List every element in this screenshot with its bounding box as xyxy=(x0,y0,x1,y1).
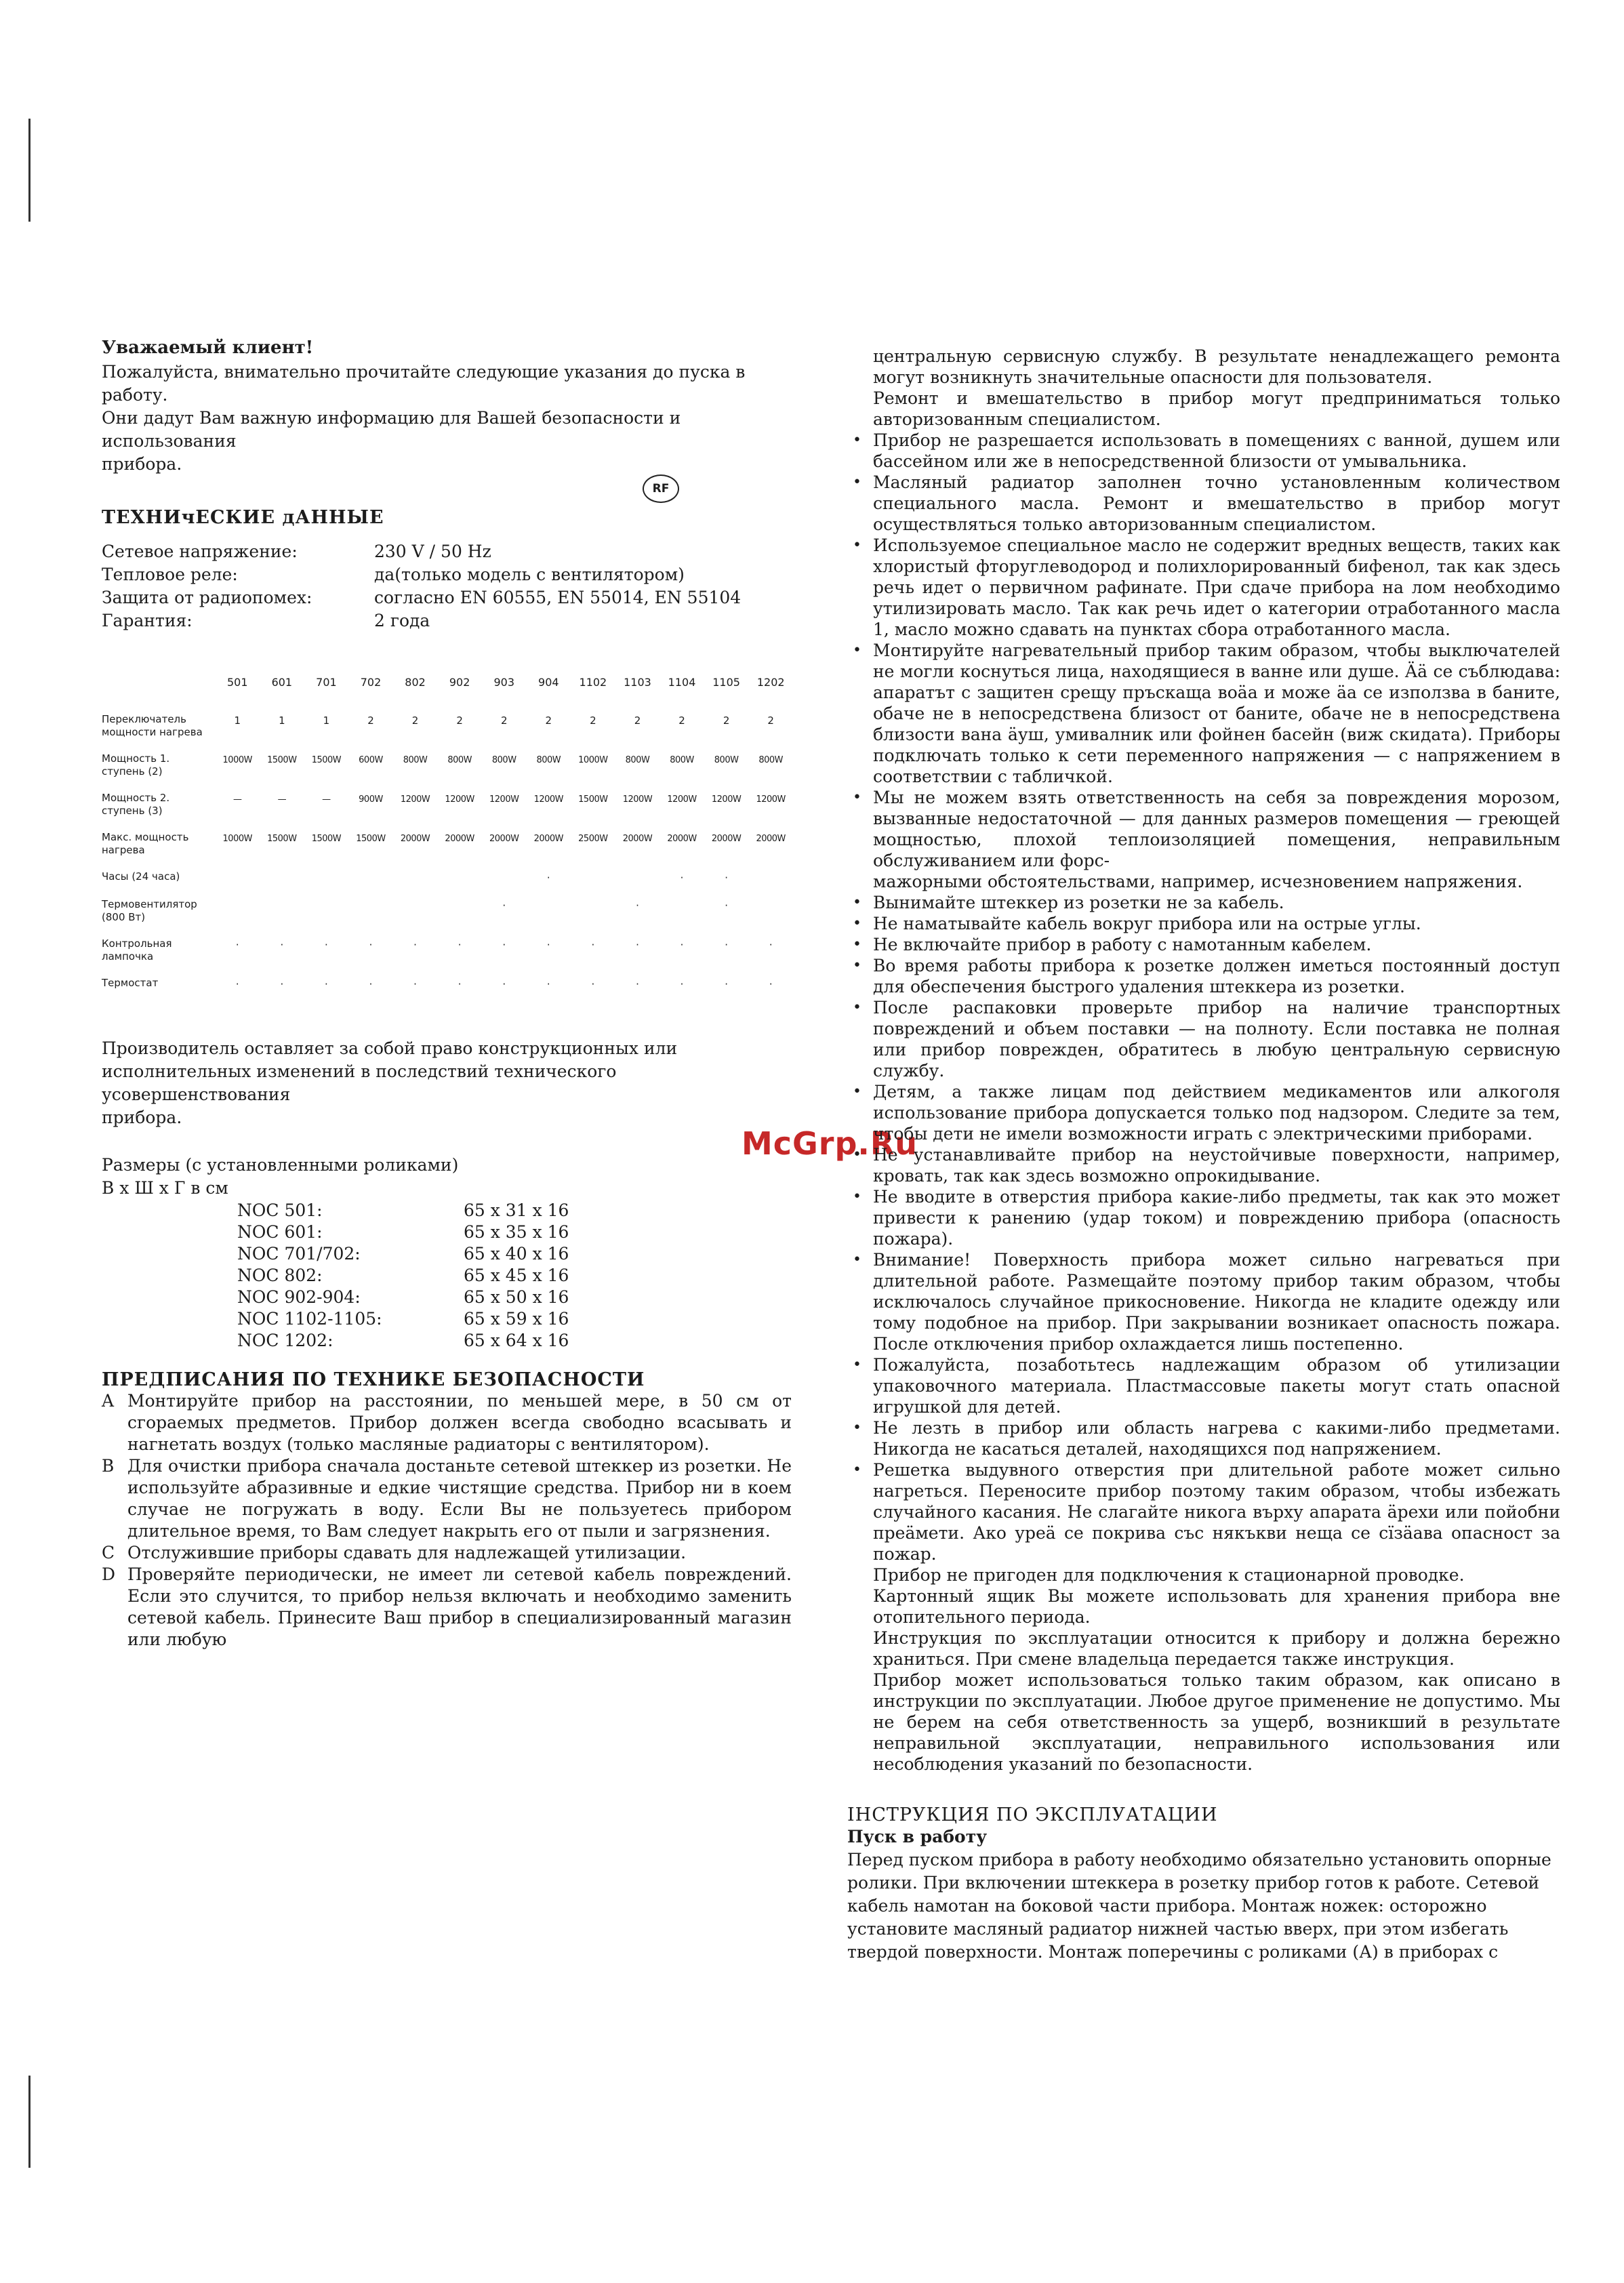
table-cell: · xyxy=(546,872,550,884)
table-cell: 900W xyxy=(359,794,383,805)
table-cell xyxy=(260,898,304,937)
row-label: Часы (24 часа) xyxy=(102,870,180,883)
dimension-size: 65 x 45 x 16 xyxy=(464,1266,569,1285)
spec-value: 230 V / 50 Hz xyxy=(374,542,491,561)
table-cell: 2 xyxy=(411,714,419,727)
safety-text: Для очистки прибора сначала достаньте сетевой штеккер из розетки. Не используйте абразивные и едкие чистящие средства. Прибор ни в коем случае не погружать в воду. Если Вы не пользуетесь прибором длительное время, то Вам следует накрыть его от пыли и загрязнения. xyxy=(127,1456,792,1541)
dimension-model: NOC 1102-1105: xyxy=(237,1309,382,1329)
table-cell: 800W xyxy=(447,755,472,765)
spec-label: Сетевое напряжение: xyxy=(102,542,298,561)
table-cell: · xyxy=(591,978,595,990)
table-cell: 1200W xyxy=(622,794,653,805)
table-cell: 2000W xyxy=(711,834,742,844)
scan-edge-top xyxy=(28,119,31,222)
table-cell: 800W xyxy=(536,755,561,765)
table-cell: 2500W xyxy=(578,834,608,844)
safety-title: ПРЕДПИСАНИЯ ПО ТЕХНИКЕ БЕЗОПАСНОСТИ xyxy=(102,1369,645,1390)
greeting-line: Пожалуйста, внимательно прочитайте следующие указания до пуска в работу. xyxy=(102,362,746,405)
dimensions-title: Размеры (с установленными роликами) xyxy=(102,1155,459,1175)
table-cell: 1 xyxy=(234,714,241,727)
table-row xyxy=(102,937,793,977)
bullet-item: • Решетка выдувного отверстия при длительной работе может сильно нагреться. Переносите прибор поэтому таким образом, чтобы избежать случайного касания. Не слагайте никога върху апарата äрехи или пойобни преäмети. Ако уреä се покрива със някъкви неща се сïзäава опасност за пожар. xyxy=(855,1459,1560,1564)
table-cell: 2 xyxy=(634,714,641,727)
bullet-item: • Детям, а также лицам под действием медикаментов или алкоголя использование прибора допускается только под надзором. Следите за тем, чтобы дети не имели возможности играть с электрическими приборами. xyxy=(855,1081,1560,1144)
greeting-title: Уважаемый клиент! xyxy=(102,338,314,358)
spec-value: 2 года xyxy=(374,611,430,630)
table-cell: · xyxy=(636,900,639,912)
table-cell: 1000W xyxy=(222,834,252,844)
row-label: Переключатель мощности нагрева xyxy=(102,713,203,738)
table-cell xyxy=(260,870,304,898)
table-cell: 1200W xyxy=(667,794,697,805)
dimension-model: NOC 902-904: xyxy=(237,1287,361,1307)
bullet-item: • Используемое специальное масло не содержит вредных веществ, таких как хлористый фторуглеводород и полихлорированный бифенол, так как здесь речь идет о первичном рафинате. При сдаче прибора на лом необходимо утилизировать масло. Так как речь идет о категории отработанного масла 1, масло можно сдавать на пунктах сбора отработанного масла. xyxy=(855,535,1560,640)
table-cell: 2000W xyxy=(445,834,474,844)
table-cell: — xyxy=(322,794,331,805)
table-cell: · xyxy=(680,872,684,884)
table-cell: · xyxy=(502,978,506,990)
bullet-item: • Не устанавливайте прибор на неустойчивые поверхности, например, кровать, так как здесь возможно опрокидывание. xyxy=(855,1144,1560,1186)
table-cell: 1500W xyxy=(267,755,297,765)
table-cell: 2000W xyxy=(667,834,697,844)
greeting-line: прибора. xyxy=(102,454,182,474)
table-cell: 2000W xyxy=(622,834,653,844)
dimension-model: NOC 701/702: xyxy=(237,1244,361,1264)
safety-letter: D xyxy=(102,1564,116,1584)
table-cell: 1200W xyxy=(533,794,564,805)
bullet-item: • Во время работы прибора к розетке должен иметься постоянный доступ для обеспечения быстрого удаления штеккера из розетки. xyxy=(855,955,1560,997)
table-row xyxy=(102,898,793,937)
operating-subtitle: Пуск в работу xyxy=(847,1827,988,1846)
table-cell: 2 xyxy=(545,714,552,727)
table-cell: · xyxy=(680,939,684,951)
tech-title: ТЕХНИчЕСКИЕ дАННЫЕ xyxy=(102,507,384,528)
table-row xyxy=(102,870,793,898)
table-cell xyxy=(437,898,482,937)
table-cell: 1500W xyxy=(311,834,342,844)
model-header: 1104 xyxy=(668,676,696,689)
operating-line: ролики. При включении штеккера в розетку прибор готов к работе. Сетевой xyxy=(847,1873,1540,1893)
bullet-item: • Монтируйте нагревательный прибор таким образом, чтобы выключателей не могли коснуться лица, находящиеся в ванне или душе. Ää се съблюдава: апаратът с защитен срещу пръскаща воäа и може äа се използва в баните, обаче не в непосредствена близост от баните, обаче не в непосредствена близости вана äуш, умивалник или фойнен басейн (виж скидата). Приборы подключать только к сети переменного напряжения — с напряжением в соответствии с табличкой. xyxy=(855,640,1560,787)
greeting-line: Они дадут Вам важную информацию для Вашей безопасности и xyxy=(102,408,681,428)
table-cell: 2 xyxy=(767,714,774,727)
model-header: 501 xyxy=(226,676,248,689)
table-cell xyxy=(215,898,260,937)
model-header: 903 xyxy=(493,676,514,689)
dimension-size: 65 x 59 x 16 xyxy=(464,1309,569,1329)
table-cell xyxy=(393,898,438,937)
table-cell: · xyxy=(636,939,639,951)
text-paragraph: Прибор может использоваться только таким образом, как описано в инструкции по эксплуатации. Любое другое применение не допустимо. Мы не берем на себя ответственность за ущерб, возникший в результате неправильной эксплуатации, неправильного использования или несоблюдения указаний по безопасности. xyxy=(873,1670,1560,1774)
text-paragraph: центральную сервисную службу. В результате ненадлежащего ремонта могут возникнуть значительные опасности для пользователя. xyxy=(873,346,1560,387)
table-cell: 2 xyxy=(678,714,685,727)
dimension-size: 65 x 50 x 16 xyxy=(464,1287,569,1307)
operating-line: твердой поверхности. Монтаж поперечины с роликами (А) в приборах с xyxy=(847,1942,1499,1962)
table-cell: 1200W xyxy=(711,794,742,805)
table-cell: · xyxy=(725,978,728,990)
table-cell xyxy=(527,898,571,937)
spec-label: Тепловое реле: xyxy=(102,565,238,584)
operating-title: ІНСТРУКЦИЯ ПО ЭКСПЛУАТАЦИИ xyxy=(847,1804,1218,1825)
table-cell: 800W xyxy=(625,755,650,765)
table-row xyxy=(102,792,793,831)
spec-value: согласно EN 60555, EN 55014, EN 55104 xyxy=(374,588,742,607)
table-cell: · xyxy=(235,939,239,951)
model-header: 1103 xyxy=(624,676,651,689)
table-cell: · xyxy=(235,978,239,990)
safety-letter: A xyxy=(102,1391,115,1411)
table-cell: 1200W xyxy=(400,794,430,805)
watermark: McGrp.Ru xyxy=(742,1125,918,1162)
bullet-item: • Вынимайте штеккер из розетки не за кабель. xyxy=(855,892,1560,913)
safety-text: Проверяйте периодически, не имеет ли сетевой кабель повреждений. Если это случится, то прибор нельзя включать и необходимо заменить сетевой кабель. Принесите Ваш прибор в специализированный магазин или любую xyxy=(127,1564,792,1649)
bullet-item: • После распаковки проверьте прибор на наличие транспортных повреждений и объем поставки — на полноту. Если поставка не полная или прибор поврежден, обратитесь в любую центральную сервисную службу. xyxy=(855,997,1560,1081)
table-row xyxy=(102,752,793,792)
bullet-item: • Не лезть в прибор или область нагрева с какими-либо предметами. Никогда не касаться деталей, находящихся под напряжением. xyxy=(855,1417,1560,1459)
table-cell: · xyxy=(769,978,773,990)
table-cell xyxy=(571,898,615,937)
table-cell: 2000W xyxy=(533,834,564,844)
table-cell: · xyxy=(458,939,462,951)
rf-badge: RF xyxy=(643,474,679,503)
table-cell xyxy=(393,870,438,898)
table-cell: 2 xyxy=(367,714,374,727)
table-row xyxy=(102,977,793,1005)
table-cell: 600W xyxy=(359,755,383,765)
model-header: 902 xyxy=(449,676,470,689)
table-cell: 2000W xyxy=(489,834,519,844)
model-header: 701 xyxy=(316,676,337,689)
table-cell xyxy=(348,898,393,937)
dimensions-subtitle: В х Ш х Г в см xyxy=(102,1178,228,1198)
table-row xyxy=(102,713,793,752)
table-cell: 800W xyxy=(758,755,784,765)
dimension-model: NOC 601: xyxy=(237,1222,323,1242)
table-cell xyxy=(304,898,349,937)
table-cell xyxy=(748,898,793,937)
bullet-item: • Прибор не разрешается использовать в помещениях с ванной, душем или бассейном или же в непосредственной близости от умывальника. xyxy=(855,430,1560,472)
table-cell: 1 xyxy=(279,714,285,727)
table-cell: 2000W xyxy=(400,834,430,844)
table-cell: 2 xyxy=(590,714,596,727)
table-cell xyxy=(348,870,393,898)
model-header: 1202 xyxy=(756,676,785,689)
safety-bullets xyxy=(855,346,1560,1775)
table-cell xyxy=(215,870,260,898)
spec-value: да(только модель с вентилятором) xyxy=(374,565,685,584)
text-paragraph: Инструкция по эксплуатации относится к прибору и должна бережно храниться. При смене владельца передается также инструкция. xyxy=(873,1628,1560,1669)
bullet-item: • Мы не можем взять ответственность на себя за повреждения морозом, вызванные недостаточной — для данных размеров помещения — греющей мощностью, плохой теплоизоляцией помещения, неправильным обслуживанием или форс- xyxy=(855,787,1560,871)
table-corner xyxy=(102,676,215,713)
bullet-item: • Не включайте прибор в работу с намотанным кабелем. xyxy=(855,934,1560,955)
table-cell xyxy=(659,898,704,937)
table-cell: 1200W xyxy=(445,794,474,805)
table-cell: 1000W xyxy=(222,755,252,765)
table-cell: 1200W xyxy=(489,794,519,805)
spec-label: Защита от радиопомех: xyxy=(102,588,312,607)
manufacturer-note-line: исполнительных изменений в последствий технического усовершенствования xyxy=(102,1062,617,1104)
bullet-item: • Внимание! Поверхность прибора может сильно нагреваться при длительной работе. Размещайте поэтому прибор таким образом, чтобы исключалось случайное прикосновение. Никогда не кладите одежду или тому подобное на прибор. При закрывании возникает опасность пожара. После отключения прибор охлаждается лишь постепенно. xyxy=(855,1249,1560,1354)
row-label: Термостат xyxy=(102,977,159,989)
bullet-item: • Не вводите в отверстия прибора какие-либо предметы, так как это может привести к ранению (удар током) и повреждению прибора (опасность пожара). xyxy=(855,1186,1560,1249)
dimension-size: 65 x 64 x 16 xyxy=(464,1331,569,1350)
table-cell: 2 xyxy=(456,714,463,727)
row-label: Мощность 2. ступень (3) xyxy=(102,792,170,817)
table-cell: · xyxy=(546,978,550,990)
table-cell: 1000W xyxy=(578,755,608,765)
table-cell: · xyxy=(325,978,328,990)
model-header: 1102 xyxy=(579,676,607,689)
table-cell: 1500W xyxy=(311,755,342,765)
dimensions-list xyxy=(237,1200,792,1352)
table-cell: · xyxy=(769,939,773,951)
text-paragraph: Ремонт и вмешательство в прибор могут предприниматься только авторизованным специалистом. xyxy=(873,388,1560,429)
table-cell: · xyxy=(413,978,417,990)
table-cell: · xyxy=(325,939,328,951)
model-header: 904 xyxy=(538,676,559,689)
table-cell: · xyxy=(280,978,284,990)
operating-text xyxy=(847,1848,1560,1964)
row-label: Контрольная лампочка xyxy=(102,937,172,963)
dimension-size: 65 x 35 x 16 xyxy=(464,1222,569,1242)
table-cell xyxy=(304,870,349,898)
table-cell: · xyxy=(413,939,417,951)
table-cell: · xyxy=(725,939,728,951)
right-column xyxy=(847,346,1560,1964)
text-paragraph: мажорными обстоятельствами, например, исчезновением напряжения. xyxy=(873,872,1523,891)
model-header: 702 xyxy=(360,676,382,689)
table-cell: · xyxy=(725,900,728,912)
table-cell xyxy=(748,870,793,898)
dimension-model: NOC 1202: xyxy=(237,1331,333,1350)
table-cell: · xyxy=(502,900,506,912)
safety-text: Отслужившие приборы сдавать для надлежащей утилизации. xyxy=(127,1543,687,1562)
model-header: 1105 xyxy=(712,676,740,689)
table-cell: · xyxy=(369,978,373,990)
safety-list xyxy=(102,1390,792,1651)
table-cell: 800W xyxy=(714,755,739,765)
dimension-model: NOC 501: xyxy=(237,1200,323,1220)
table-cell: · xyxy=(725,872,728,884)
table-cell: 2000W xyxy=(756,834,786,844)
table-cell: · xyxy=(636,978,639,990)
table-cell: · xyxy=(591,939,595,951)
text-paragraph: Прибор не пригоден для подключения к стационарной проводке. xyxy=(873,1565,1465,1585)
table-cell: · xyxy=(280,939,284,951)
table-cell xyxy=(482,870,527,898)
row-label: Макс. мощность нагрева xyxy=(102,831,189,856)
table-cell xyxy=(437,870,482,898)
table-cell: 1 xyxy=(323,714,330,727)
table-cell: 1200W xyxy=(756,794,786,805)
table-cell: — xyxy=(277,794,287,805)
bullet-item: • Не наматывайте кабель вокруг прибора или на острые углы. xyxy=(855,913,1560,934)
operating-line: Перед пуском прибора в работу необходимо обязательно установить опорные xyxy=(847,1850,1551,1870)
table-cell: 2 xyxy=(723,714,730,727)
dimension-size: 65 x 31 x 16 xyxy=(464,1200,569,1220)
safety-text: Монтируйте прибор на расстоянии, по меньшей мере, в 50 см от сгораемых предметов. Прибор должен всегда свободно всасывать и нагнетать воздух (только масляные радиаторы с вентилятором). xyxy=(127,1391,792,1454)
table-cell: · xyxy=(680,978,684,990)
table-cell xyxy=(615,870,660,898)
table-cell: 800W xyxy=(670,755,694,765)
table-cell: · xyxy=(546,939,550,951)
table-cell: 1500W xyxy=(267,834,297,844)
left-column xyxy=(102,338,792,1651)
table-cell: · xyxy=(458,978,462,990)
scan-edge-bottom xyxy=(28,2076,31,2168)
bullet-item: • Масляный радиатор заполнен точно установленным количеством специального масла. Ремонт и вмешательство в прибор могут осуществляться только авторизованным специалистом. xyxy=(855,472,1560,535)
bullet-item: • Пожалуйста, позаботьтесь надлежащим образом об утилизации упаковочного материала. Пластмассовые пакеты могут стать опасной игрушкой для детей. xyxy=(855,1354,1560,1417)
dimension-size: 65 x 40 x 16 xyxy=(464,1244,569,1264)
manufacturer-note-line: Производитель оставляет за собой право конструкционных или xyxy=(102,1038,678,1058)
table-cell xyxy=(571,870,615,898)
dimension-model: NOC 802: xyxy=(237,1266,323,1285)
spec-label: Гарантия: xyxy=(102,611,192,630)
table-cell: 1500W xyxy=(356,834,386,844)
spec-list xyxy=(102,540,792,632)
row-label: Мощность 1. ступень (2) xyxy=(102,752,170,777)
row-label: Термовентилятор (800 Вт) xyxy=(102,898,197,923)
models-table xyxy=(102,676,793,1005)
operating-line: кабель намотан на боковой части прибора. Монтаж ножек: осторожно xyxy=(847,1896,1487,1916)
table-cell: 1500W xyxy=(578,794,608,805)
table-cell: 800W xyxy=(491,755,516,765)
table-cell: · xyxy=(369,939,373,951)
safety-letter: C xyxy=(102,1543,115,1562)
table-row xyxy=(102,831,793,870)
operating-line: установите масляный радиатор нижней частью вверх, при этом избегать xyxy=(847,1919,1509,1939)
table-cell: 2 xyxy=(500,714,508,727)
table-cell: 800W xyxy=(403,755,428,765)
safety-letter: B xyxy=(102,1456,115,1476)
manufacturer-note-line: прибора. xyxy=(102,1108,182,1127)
greeting-line: использования xyxy=(102,431,237,451)
table-cell: — xyxy=(233,794,242,805)
model-header: 802 xyxy=(405,676,426,689)
text-paragraph: Картонный ящик Вы можете использовать для хранения прибора вне отопительного периода. xyxy=(873,1586,1560,1627)
model-header: 601 xyxy=(271,676,293,689)
table-cell: · xyxy=(502,939,506,951)
